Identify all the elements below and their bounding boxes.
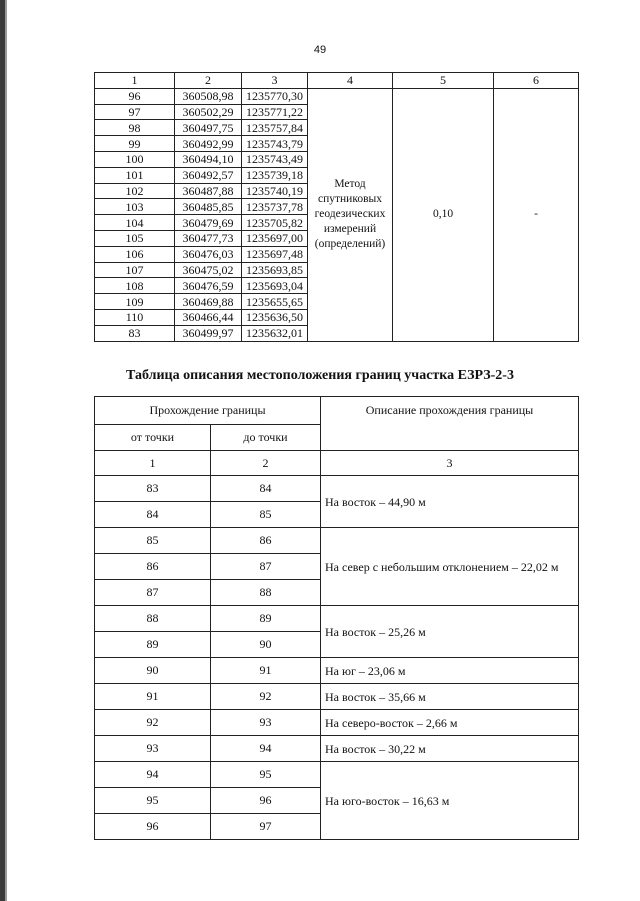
coord-y: 1235655,65 [242, 294, 308, 310]
coord-y: 1235693,85 [242, 262, 308, 278]
to-point: 86 [211, 528, 321, 554]
coord-x: 360492,57 [175, 167, 242, 183]
coord-header-5: 5 [393, 73, 494, 89]
boundary-header-row [95, 397, 579, 425]
to-point: 96 [211, 788, 321, 814]
from-point: 88 [95, 606, 211, 632]
boundary-description: На север с небольшим отклонением – 22,02 м [321, 528, 579, 606]
from-point: 87 [95, 580, 211, 606]
page-number: 49 [313, 44, 327, 56]
from-point: 90 [95, 658, 211, 684]
to-point: 87 [211, 554, 321, 580]
boundary-description: На восток – 30,22 м [321, 736, 579, 762]
coord-y: 1235770,30 [242, 88, 308, 104]
to-point: 93 [211, 710, 321, 736]
to-point: 92 [211, 684, 321, 710]
coord-x: 360492,99 [175, 136, 242, 152]
coord-x: 360477,73 [175, 230, 242, 246]
from-point: 85 [95, 528, 211, 554]
coord-row [95, 88, 579, 104]
coord-header-3: 3 [242, 73, 308, 89]
coord-header-6: 6 [494, 73, 579, 89]
point-number: 83 [95, 325, 175, 341]
colnum-3: 3 [321, 451, 579, 476]
method-line: измерений [323, 223, 377, 236]
point-number: 102 [95, 183, 175, 199]
colnum-1: 1 [95, 451, 211, 476]
point-number: 107 [95, 262, 175, 278]
coord-x: 360499,97 [175, 325, 242, 341]
coord-x: 360469,88 [175, 294, 242, 310]
point-number: 97 [95, 104, 175, 120]
boundary-row [95, 736, 579, 762]
method-line: спутниковых [317, 193, 382, 206]
col6-cell: - [494, 88, 579, 341]
to-point: 84 [211, 476, 321, 502]
from-point: 93 [95, 736, 211, 762]
colnum-2: 2 [211, 451, 321, 476]
from-point: 92 [95, 710, 211, 736]
header-passage: Прохождение границы [95, 397, 321, 425]
boundary-description: На юго-восток – 16,63 м [321, 762, 579, 840]
boundary-row [95, 476, 579, 502]
coord-x: 360476,03 [175, 246, 242, 262]
point-number: 96 [95, 88, 175, 104]
scan-edge-shadow [5, 0, 7, 901]
point-number: 100 [95, 151, 175, 167]
coord-x: 360497,75 [175, 120, 242, 136]
coord-x: 360479,69 [175, 215, 242, 231]
coord-y: 1235697,00 [242, 230, 308, 246]
coord-y: 1235739,18 [242, 167, 308, 183]
coord-y: 1235771,22 [242, 104, 308, 120]
coord-x: 360485,85 [175, 199, 242, 215]
boundary-row [95, 606, 579, 632]
method-line: Метод [334, 178, 366, 191]
coord-x: 360487,88 [175, 183, 242, 199]
boundary-row [95, 528, 579, 554]
boundary-colnum-row [95, 451, 579, 476]
boundary-row [95, 658, 579, 684]
coord-header-1: 1 [95, 73, 175, 89]
coordinates-header-row [95, 73, 579, 89]
point-number: 105 [95, 230, 175, 246]
method-line: геодезических [314, 208, 386, 221]
coord-x: 360466,44 [175, 309, 242, 325]
point-number: 99 [95, 136, 175, 152]
to-point: 88 [211, 580, 321, 606]
method-line: (определений) [314, 238, 386, 251]
boundary-description: На восток – 35,66 м [321, 684, 579, 710]
from-point: 86 [95, 554, 211, 580]
coord-y: 1235693,04 [242, 278, 308, 294]
header-from-point: от точки [95, 425, 211, 451]
coord-x: 360508,98 [175, 88, 242, 104]
header-to-point: до точки [211, 425, 321, 451]
coord-y: 1235740,19 [242, 183, 308, 199]
point-number: 108 [95, 278, 175, 294]
coord-y: 1235757,84 [242, 120, 308, 136]
from-point: 89 [95, 632, 211, 658]
coordinates-table [94, 72, 579, 342]
from-point: 94 [95, 762, 211, 788]
to-point: 95 [211, 762, 321, 788]
header-description: Описание прохождения границы [321, 397, 579, 451]
boundary-description: На юг – 23,06 м [321, 658, 579, 684]
boundary-description: На восток – 44,90 м [321, 476, 579, 528]
boundary-description: На восток – 25,26 м [321, 606, 579, 658]
method-cell [308, 88, 393, 341]
boundary-description: На северо-восток – 2,66 м [321, 710, 579, 736]
coord-y: 1235632,01 [242, 325, 308, 341]
boundary-row [95, 684, 579, 710]
boundary-row [95, 762, 579, 788]
from-point: 91 [95, 684, 211, 710]
coord-y: 1235705,82 [242, 215, 308, 231]
accuracy-cell: 0,10 [393, 88, 494, 341]
point-number: 109 [95, 294, 175, 310]
to-point: 91 [211, 658, 321, 684]
boundary-table [94, 396, 579, 840]
from-point: 96 [95, 814, 211, 840]
to-point: 94 [211, 736, 321, 762]
to-point: 89 [211, 606, 321, 632]
table-title: Таблица описания местоположения границ участка ЕЗРЗ-2-3 [126, 368, 514, 383]
from-point: 95 [95, 788, 211, 814]
point-number: 103 [95, 199, 175, 215]
point-number: 110 [95, 309, 175, 325]
point-number: 106 [95, 246, 175, 262]
coord-x: 360502,29 [175, 104, 242, 120]
to-point: 97 [211, 814, 321, 840]
coord-y: 1235743,79 [242, 136, 308, 152]
coord-y: 1235737,78 [242, 199, 308, 215]
point-number: 98 [95, 120, 175, 136]
point-number: 104 [95, 215, 175, 231]
point-number: 101 [95, 167, 175, 183]
coordinates-body [95, 88, 579, 341]
to-point: 85 [211, 502, 321, 528]
coord-y: 1235743,49 [242, 151, 308, 167]
from-point: 83 [95, 476, 211, 502]
coord-y: 1235636,50 [242, 309, 308, 325]
coord-x: 360475,02 [175, 262, 242, 278]
from-point: 84 [95, 502, 211, 528]
to-point: 90 [211, 632, 321, 658]
boundary-body [95, 476, 579, 840]
coord-header-4: 4 [308, 73, 393, 89]
coord-x: 360494,10 [175, 151, 242, 167]
coord-y: 1235697,48 [242, 246, 308, 262]
boundary-row [95, 710, 579, 736]
coord-x: 360476,59 [175, 278, 242, 294]
coord-header-2: 2 [175, 73, 242, 89]
